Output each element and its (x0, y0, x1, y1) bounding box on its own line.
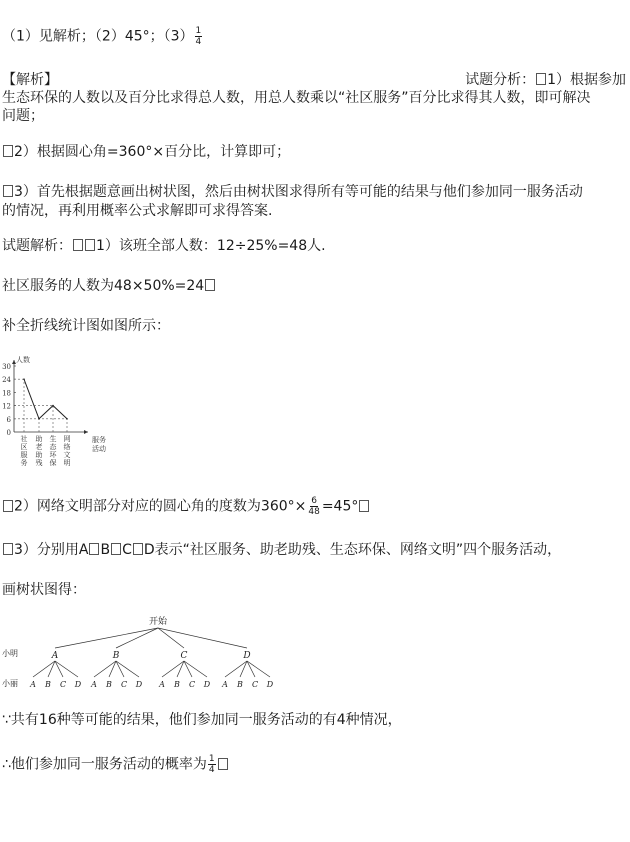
category-label: 助老助残 (35, 435, 43, 467)
tree-leaf-C: C (188, 680, 196, 689)
probability-frac-num: 1 (208, 754, 215, 764)
tree-leaf-D: D (135, 680, 143, 689)
analysis-right-label: 试题分析： (465, 72, 536, 88)
answer-fraction (195, 26, 203, 47)
tree-node-C: C (180, 651, 188, 661)
y-axis-label: 人数 (16, 356, 30, 364)
tree-leaf-branch (184, 661, 207, 677)
analysis-line-2: 生态环保的人数以及百分比求得总人数，用总人数乘以“社区服务”百分比求得其人数，即可解决 (2, 90, 591, 106)
tree-leaf-D: D (266, 680, 274, 689)
tree-leaf-A: A (91, 680, 97, 689)
tree-leaf-A: A (30, 680, 36, 689)
tree-node-D: D (243, 651, 251, 661)
line-chart (0, 352, 120, 470)
solution-head: 试题解析： (2, 238, 72, 254)
category-label: 社区服务 (20, 435, 28, 467)
community-line (2, 276, 216, 296)
step3-text: 3）分别用A (14, 542, 89, 558)
tree-level2-label: 小丽 (2, 679, 18, 688)
missing-glyph-icon (73, 239, 83, 251)
tree-leaf-branch (55, 661, 78, 677)
tree-level1-label: 小明 (2, 649, 18, 658)
tree-leaf-C: C (120, 680, 128, 689)
tree-leaf-C: C (251, 680, 259, 689)
tree-branch (116, 628, 158, 648)
step2-fraction (307, 496, 320, 517)
answer-frac-num: 1 (195, 26, 202, 36)
analysis-step-3a (2, 182, 583, 202)
tree-intro: 画树状图得： (2, 582, 86, 598)
data-point (52, 405, 54, 407)
tree-leaf-A: A (159, 680, 165, 689)
probability-fraction (208, 754, 216, 775)
data-point (23, 378, 25, 380)
answer-frac-den: 4 (195, 37, 202, 47)
tree-leaf-branch (247, 661, 270, 677)
step3-d: D表示“社区服务、助老助残、生态环保、网络文明”四个服务活动， (143, 542, 562, 558)
missing-glyph-icon (85, 239, 95, 251)
y-tick-label: 12 (2, 402, 11, 411)
step2-tail: =45° (321, 498, 359, 515)
tree-leaf-B: B (237, 680, 243, 689)
tree-leaf-A: A (222, 680, 228, 689)
step2-frac-den: 48 (308, 507, 320, 517)
tree-branch (55, 628, 158, 648)
tree-leaf-B: B (106, 680, 112, 689)
y-tick-label: 0 (6, 429, 11, 437)
tree-diagram (0, 612, 290, 692)
step3-b: B (100, 542, 111, 558)
data-point (38, 418, 40, 420)
community-text: 社区服务的人数为48×50%=24 (2, 278, 205, 294)
data-point (66, 418, 68, 420)
step3-line (2, 540, 561, 560)
series-line (24, 379, 67, 419)
result-line: ∵共有16种等可能的结果，他们参加同一服务活动的有4种情况， (2, 712, 402, 728)
analysis-step-3b: 的情况，再利用概率公式求解即可求得答案. (2, 203, 273, 219)
answer-line (2, 26, 203, 47)
analysis-right (465, 70, 626, 90)
missing-glyph-icon (536, 73, 546, 85)
tree-leaf-D: D (203, 680, 211, 689)
missing-glyph-icon (3, 145, 13, 157)
missing-glyph-icon (89, 543, 99, 555)
analysis-step-2-text: 2）根据圆心角=360°×百分比，计算即可； (14, 144, 291, 160)
y-tick-label: 6 (6, 415, 11, 424)
missing-glyph-icon (359, 500, 369, 512)
y-tick-label: 24 (2, 376, 11, 385)
complete-line: 补全折线统计图如图所示： (2, 318, 170, 334)
step2-text: 2）网络文明部分对应的圆心角的度数为360°× (14, 498, 307, 515)
x-axis-label-2: 活动 (92, 445, 106, 453)
probability-text: ∴他们参加同一服务活动的概率为 (2, 756, 207, 773)
missing-glyph-icon (3, 543, 13, 555)
tree-leaf-branch (116, 661, 139, 677)
analysis-step-2 (2, 142, 290, 162)
analysis-line-3: 问题； (2, 108, 44, 124)
missing-glyph-icon (3, 500, 13, 512)
step3-c: C (122, 542, 132, 558)
x-axis-arrow-icon (84, 430, 88, 434)
step2-line (2, 496, 370, 517)
missing-glyph-icon (133, 543, 143, 555)
probability-line (2, 754, 229, 775)
solution-line (2, 236, 326, 256)
y-tick-label: 18 (2, 389, 11, 398)
tree-leaf-B: B (174, 680, 180, 689)
tree-leaf-D: D (74, 680, 82, 689)
analysis-tag: 【解析】 (2, 72, 58, 88)
category-label: 生态环保 (49, 435, 57, 467)
answer-text: （1）见解析；（2）45°；（3） (2, 28, 194, 45)
missing-glyph-icon (111, 543, 121, 555)
analysis-step-3a-text: 3）首先根据题意画出树状图，然后由树状图求得所有等可能的结果与他们参加同一服务活动 (14, 184, 583, 200)
y-tick-label: 30 (2, 363, 11, 371)
tree-node-B: B (112, 651, 120, 661)
tree-node-A: A (51, 651, 59, 661)
probability-frac-den: 4 (208, 765, 215, 775)
solution-1: 1）该班全部人数：12÷25%=48人. (96, 238, 326, 254)
tree-leaf-B: B (45, 680, 51, 689)
tree-root: 开始 (148, 617, 168, 627)
analysis-right-tail: 1）根据参加 (547, 72, 626, 88)
missing-glyph-icon (3, 185, 13, 197)
category-label: 网络文明 (63, 435, 71, 467)
missing-glyph-icon (205, 279, 215, 291)
step2-frac-num: 6 (311, 496, 317, 506)
missing-glyph-icon (218, 758, 228, 770)
x-axis-label-1: 服务 (92, 436, 106, 444)
tree-leaf-C: C (59, 680, 67, 689)
